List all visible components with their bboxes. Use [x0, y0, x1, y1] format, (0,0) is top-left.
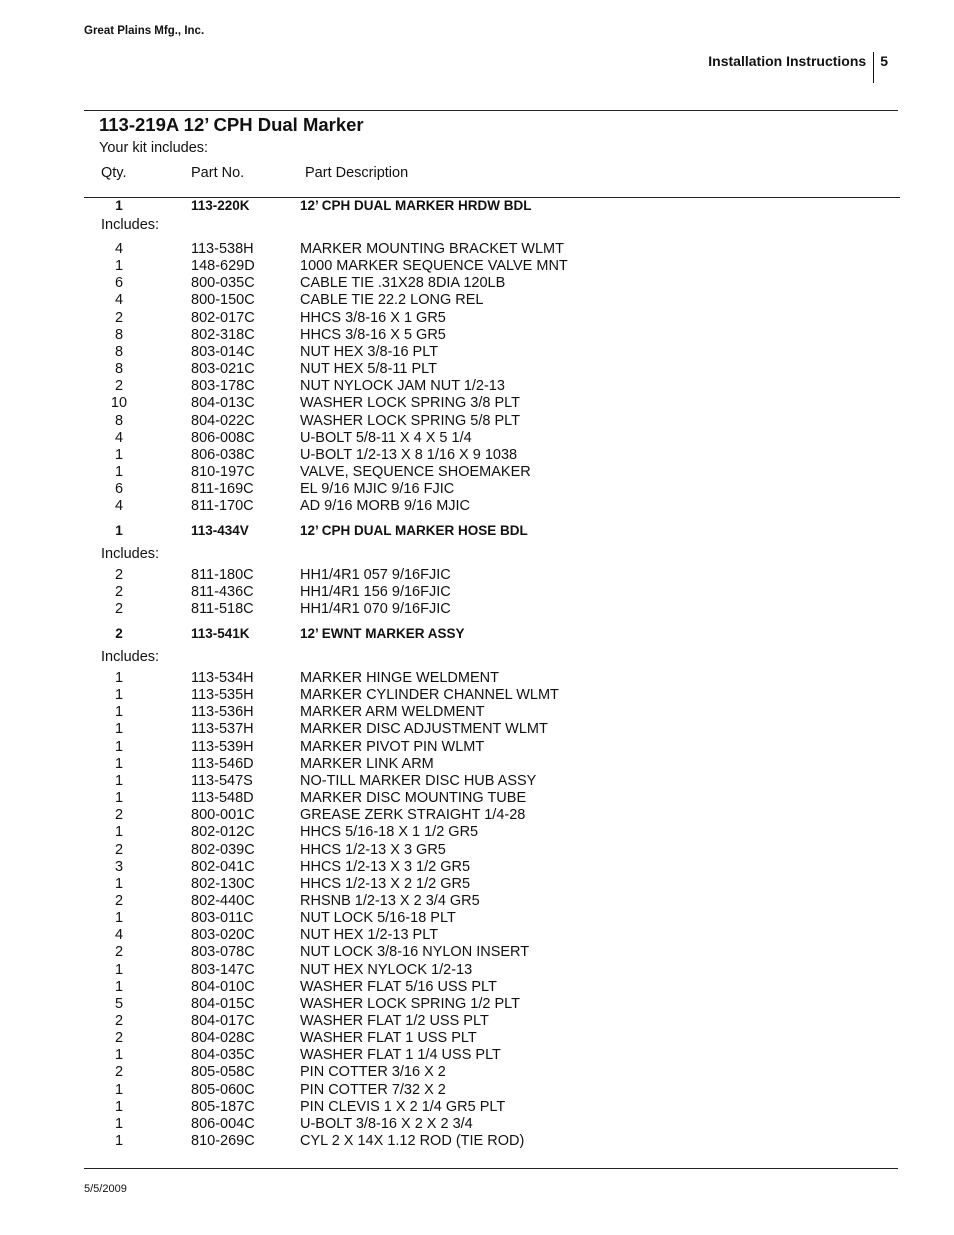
cell-qty: 1 — [114, 910, 124, 927]
cell-desc: MARKER HINGE WELDMENT — [300, 670, 499, 686]
list-item — [0, 1082, 954, 1099]
cell-part: 811-436C — [191, 584, 254, 601]
list-item — [0, 498, 954, 515]
cell-desc: CYL 2 X 14X 1.12 ROD (TIE ROD) — [300, 1133, 525, 1150]
list-item — [0, 361, 954, 378]
page-number: 5 — [880, 53, 888, 69]
cell-qty: 1 — [115, 523, 123, 538]
cell-desc: HHCS 1/2-13 X 2 1/2 GR5 — [300, 875, 471, 892]
cell-part: 802-017C — [191, 309, 255, 326]
cell-desc: NUT LOCK 5/16-18 PLT — [300, 910, 456, 927]
cell-qty: 6 — [114, 481, 124, 498]
list-item — [0, 567, 954, 584]
cell-desc: HHCS 5/16-18 X 1 1/2 GR5 — [300, 824, 479, 841]
cell-part: 802-039C — [191, 841, 255, 858]
cell-part: 805-058C — [191, 1064, 255, 1081]
list-item — [0, 344, 954, 361]
cell-desc: MARKER CYLINDER CHANNEL WLMT — [300, 687, 559, 704]
cell-qty: 2 — [115, 626, 123, 641]
cell-qty: 4 — [114, 292, 124, 309]
cell-part: 806-038C — [191, 446, 255, 463]
cell-qty: 1 — [115, 198, 123, 213]
list-item — [0, 464, 954, 481]
cell-part: 800-001C — [191, 807, 255, 824]
cell-desc: NUT HEX 5/8-11 PLT — [300, 361, 437, 378]
cell-part: 804-013C — [191, 395, 255, 412]
cell-desc: CABLE TIE .31X28 8DIA 120LB — [300, 275, 506, 292]
list-item — [0, 876, 954, 893]
cell-part: 811-180C — [191, 567, 254, 583]
cell-qty: 10 — [110, 395, 128, 412]
cell-part: 805-060C — [191, 1081, 255, 1098]
cell-qty: 1 — [114, 978, 124, 995]
cell-part: 802-440C — [191, 892, 255, 909]
list-item — [0, 739, 954, 756]
cell-desc: GREASE ZERK STRAIGHT 1/4-28 — [300, 807, 526, 824]
cell-desc: RHSNB 1/2-13 X 2 3/4 GR5 — [300, 892, 480, 909]
cell-part: 113-546D — [191, 755, 254, 772]
cell-qty: 6 — [114, 275, 124, 292]
list-item — [0, 413, 954, 430]
cell-part: 810-197C — [191, 463, 255, 480]
cell-qty: 2 — [114, 378, 124, 395]
cell-part: 113-539H — [191, 738, 254, 755]
list-item — [0, 275, 954, 292]
column-header-qty: Qty. — [101, 165, 127, 181]
list-item — [0, 842, 954, 859]
cell-qty: 8 — [114, 361, 124, 378]
column-header-part: Part No. — [191, 165, 245, 181]
cell-part: 811-169C — [191, 481, 254, 498]
cell-desc: MARKER MOUNTING BRACKET WLMT — [300, 241, 564, 257]
cell-desc: HH1/4R1 070 9/16FJIC — [300, 601, 451, 618]
includes-label: Includes: — [101, 217, 160, 233]
list-item — [0, 292, 954, 309]
cell-desc: WASHER FLAT 1 1/4 USS PLT — [300, 1047, 501, 1064]
cell-part: 805-187C — [191, 1098, 255, 1115]
cell-part: 802-041C — [191, 858, 255, 875]
list-item — [0, 601, 954, 618]
cell-qty: 4 — [114, 498, 124, 515]
cell-part: 804-035C — [191, 1047, 255, 1064]
cell-desc: EL 9/16 MJIC 9/16 FJIC — [300, 481, 455, 498]
list-item — [0, 310, 954, 327]
cell-part: 804-022C — [191, 412, 255, 429]
page-header — [708, 52, 888, 83]
cell-desc: NUT HEX 3/8-16 PLT — [300, 343, 439, 360]
list-item — [0, 430, 954, 447]
cell-part: 803-020C — [191, 927, 255, 944]
list-item — [0, 258, 954, 275]
group-row — [0, 522, 954, 539]
cell-desc: PIN COTTER 3/16 X 2 — [300, 1064, 446, 1081]
cell-qty: 8 — [114, 412, 124, 429]
top-rule — [84, 110, 898, 111]
list-item — [0, 807, 954, 824]
column-header-desc: Part Description — [305, 165, 409, 181]
kit-title: 113-219A 12’ CPH Dual Marker — [99, 114, 364, 135]
list-item — [0, 395, 954, 412]
cell-qty: 2 — [114, 944, 124, 961]
cell-qty: 2 — [114, 841, 124, 858]
list-item — [0, 327, 954, 344]
cell-desc: MARKER ARM WELDMENT — [300, 704, 485, 721]
list-item — [0, 704, 954, 721]
list-item — [0, 1099, 954, 1116]
cell-qty: 1 — [114, 1133, 124, 1150]
cell-desc: HHCS 3/8-16 X 5 GR5 — [300, 326, 446, 343]
cell-qty: 8 — [114, 343, 124, 360]
cell-part: 113-434V — [191, 523, 249, 538]
cell-desc: PIN COTTER 7/32 X 2 — [300, 1081, 446, 1098]
list-item — [0, 756, 954, 773]
cell-part: 113-536H — [191, 704, 254, 721]
cell-desc: 12’ EWNT MARKER ASSY — [300, 626, 465, 641]
cell-desc: 12’ CPH DUAL MARKER HOSE BDL — [300, 523, 528, 538]
cell-qty: 1 — [114, 1115, 124, 1132]
group-row — [0, 197, 954, 214]
cell-part: 803-014C — [191, 343, 255, 360]
cell-part: 148-629D — [191, 258, 255, 275]
cell-desc: HHCS 1/2-13 X 3 GR5 — [300, 841, 446, 858]
cell-qty: 5 — [114, 995, 124, 1012]
cell-desc: MARKER DISC MOUNTING TUBE — [300, 790, 527, 807]
cell-desc: NUT HEX NYLOCK 1/2-13 — [300, 961, 473, 978]
cell-part: 113-537H — [191, 721, 254, 738]
cell-qty: 4 — [114, 927, 124, 944]
cell-desc: WASHER FLAT 1/2 USS PLT — [300, 1013, 489, 1029]
cell-part: 113-220K — [191, 198, 250, 213]
cell-desc: WASHER LOCK SPRING 1/2 PLT — [300, 995, 520, 1012]
cell-desc: HHCS 1/2-13 X 3 1/2 GR5 — [300, 858, 471, 875]
cell-part: 810-269C — [191, 1133, 255, 1150]
cell-desc: WASHER LOCK SPRING 5/8 PLT — [300, 412, 520, 429]
cell-desc: MARKER DISC ADJUSTMENT WLMT — [300, 721, 548, 738]
cell-part: 803-011C — [191, 910, 254, 927]
cell-qty: 1 — [114, 961, 124, 978]
list-item — [0, 687, 954, 704]
cell-part: 113-548D — [191, 790, 254, 807]
kit-intro: Your kit includes: — [99, 140, 209, 156]
cell-qty: 1 — [114, 721, 124, 738]
cell-qty: 8 — [114, 326, 124, 343]
cell-desc: HH1/4R1 156 9/16FJIC — [300, 584, 451, 601]
list-item — [0, 773, 954, 790]
cell-qty: 2 — [114, 601, 124, 618]
cell-part: 804-015C — [191, 995, 255, 1012]
cell-qty: 1 — [114, 463, 124, 480]
list-item — [0, 824, 954, 841]
cell-qty: 1 — [114, 755, 124, 772]
cell-desc: U-BOLT 3/8-16 X 2 X 2 3/4 — [300, 1115, 473, 1132]
list-item — [0, 1047, 954, 1064]
cell-qty: 1 — [114, 1081, 124, 1098]
cell-part: 803-147C — [191, 961, 255, 978]
list-item — [0, 1013, 954, 1030]
list-item — [0, 979, 954, 996]
cell-part: 803-178C — [191, 378, 255, 395]
list-item — [0, 1030, 954, 1047]
cell-desc: MARKER LINK ARM — [300, 755, 434, 772]
cell-desc: NUT NYLOCK JAM NUT 1/2-13 — [300, 378, 505, 395]
cell-qty: 2 — [114, 309, 124, 326]
cell-desc: WASHER LOCK SPRING 3/8 PLT — [300, 395, 520, 412]
cell-desc: CABLE TIE 22.2 LONG REL — [300, 292, 484, 309]
cell-qty: 1 — [114, 446, 124, 463]
section-title: Installation Instructions — [708, 53, 867, 69]
footer-date: 5/5/2009 — [84, 1183, 127, 1195]
cell-qty: 1 — [114, 670, 124, 686]
cell-part: 811-170C — [191, 498, 254, 515]
cell-qty: 2 — [114, 1030, 124, 1047]
cell-desc: NUT HEX 1/2-13 PLT — [300, 927, 439, 944]
list-item — [0, 1064, 954, 1081]
list-item — [0, 721, 954, 738]
list-item — [0, 447, 954, 464]
cell-qty: 1 — [114, 772, 124, 789]
cell-part: 811-518C — [191, 601, 254, 618]
cell-part: 802-130C — [191, 875, 255, 892]
cell-qty: 1 — [114, 738, 124, 755]
cell-qty: 4 — [114, 429, 124, 446]
list-item — [0, 241, 954, 258]
list-item — [0, 893, 954, 910]
company-name: Great Plains Mfg., Inc. — [84, 25, 205, 37]
cell-qty: 1 — [114, 1047, 124, 1064]
cell-part: 113-547S — [191, 772, 253, 789]
cell-qty: 2 — [114, 1013, 124, 1029]
cell-qty: 2 — [114, 892, 124, 909]
cell-qty: 2 — [114, 567, 124, 583]
list-item — [0, 584, 954, 601]
cell-part: 804-017C — [191, 1013, 255, 1029]
cell-part: 113-535H — [191, 687, 254, 704]
cell-part: 804-028C — [191, 1030, 255, 1047]
cell-desc: NO-TILL MARKER DISC HUB ASSY — [300, 772, 537, 789]
list-item — [0, 859, 954, 876]
list-item — [0, 790, 954, 807]
cell-part: 804-010C — [191, 978, 255, 995]
cell-part: 800-150C — [191, 292, 255, 309]
cell-part: 113-534H — [191, 670, 254, 686]
list-item — [0, 962, 954, 979]
cell-desc: PIN CLEVIS 1 X 2 1/4 GR5 PLT — [300, 1098, 506, 1115]
cell-desc: 12’ CPH DUAL MARKER HRDW BDL — [300, 198, 532, 213]
list-item — [0, 910, 954, 927]
cell-qty: 1 — [114, 704, 124, 721]
list-item — [0, 481, 954, 498]
list-item — [0, 996, 954, 1013]
list-item — [0, 670, 954, 687]
cell-part: 802-012C — [191, 824, 255, 841]
bottom-rule — [84, 1168, 898, 1169]
cell-part: 806-008C — [191, 429, 255, 446]
cell-qty: 1 — [114, 1098, 124, 1115]
cell-qty: 2 — [114, 1064, 124, 1081]
includes-label: Includes: — [101, 546, 160, 562]
list-item — [0, 378, 954, 395]
cell-qty: 1 — [114, 687, 124, 704]
cell-part: 803-021C — [191, 361, 255, 378]
cell-desc: AD 9/16 MORB 9/16 MJIC — [300, 498, 471, 515]
cell-qty: 2 — [114, 807, 124, 824]
cell-desc: 1000 MARKER SEQUENCE VALVE MNT — [300, 258, 568, 275]
cell-qty: 1 — [114, 875, 124, 892]
cell-qty: 1 — [114, 258, 124, 275]
cell-qty: 1 — [114, 824, 124, 841]
group-row — [0, 625, 954, 642]
cell-desc: U-BOLT 5/8-11 X 4 X 5 1/4 — [300, 429, 472, 446]
list-item — [0, 1116, 954, 1133]
cell-desc: HHCS 3/8-16 X 1 GR5 — [300, 309, 446, 326]
list-item — [0, 927, 954, 944]
cell-desc: WASHER FLAT 5/16 USS PLT — [300, 978, 497, 995]
cell-part: 800-035C — [191, 275, 255, 292]
cell-desc: VALVE, SEQUENCE SHOEMAKER — [300, 463, 531, 480]
cell-qty: 3 — [114, 858, 124, 875]
cell-qty: 4 — [114, 241, 124, 257]
cell-qty: 1 — [114, 790, 124, 807]
cell-qty: 2 — [114, 584, 124, 601]
list-item — [0, 1133, 954, 1150]
cell-part: 803-078C — [191, 944, 255, 961]
cell-desc: NUT LOCK 3/8-16 NYLON INSERT — [300, 944, 530, 961]
cell-desc: WASHER FLAT 1 USS PLT — [300, 1030, 477, 1047]
cell-part: 113-538H — [191, 241, 254, 257]
cell-part: 806-004C — [191, 1115, 255, 1132]
cell-desc: MARKER PIVOT PIN WLMT — [300, 738, 485, 755]
list-item — [0, 944, 954, 961]
cell-desc: U-BOLT 1/2-13 X 8 1/16 X 9 1038 — [300, 446, 518, 463]
includes-label: Includes: — [101, 649, 160, 665]
cell-part: 113-541K — [191, 626, 250, 641]
cell-desc: HH1/4R1 057 9/16FJIC — [300, 567, 451, 583]
cell-part: 802-318C — [191, 326, 255, 343]
